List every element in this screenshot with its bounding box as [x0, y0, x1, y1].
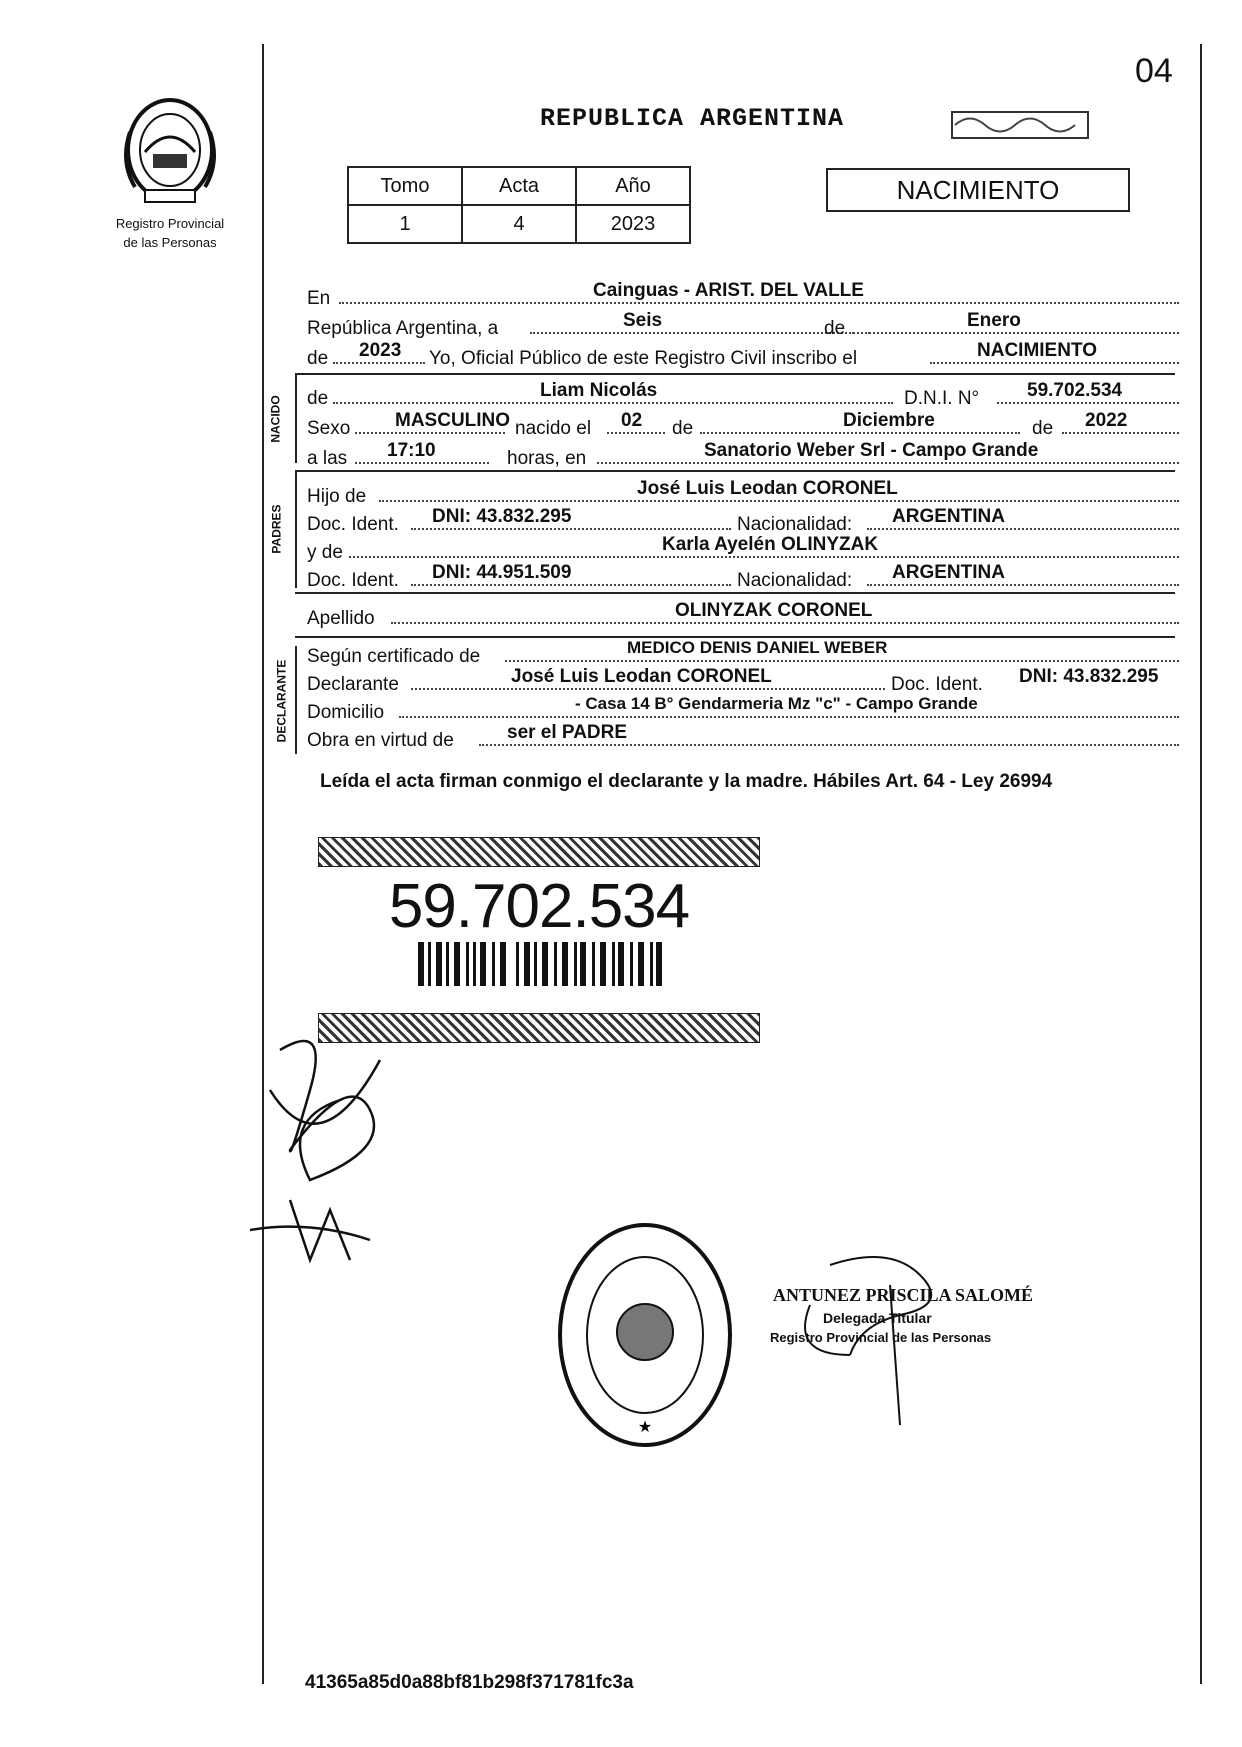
- dotted-line: [867, 528, 1179, 530]
- address-value: - Casa 14 B° Gendarmeria Mz "c" - Campo Grande: [575, 694, 978, 713]
- surname-value: OLINYZAK CORONEL: [675, 600, 873, 621]
- nat-label-2: Nacionalidad:: [737, 570, 853, 591]
- row-address: [307, 696, 1177, 726]
- official-name: ANTUNEZ PRISCILA SALOMÉ: [773, 1285, 1034, 1305]
- official-role: Delegada Titular: [823, 1310, 932, 1326]
- declarant-value: José Luis Leodan CORONEL: [511, 666, 772, 687]
- barcode-icon: [318, 942, 758, 988]
- hours-label: horas, en: [507, 448, 587, 469]
- de-label-3: de: [1032, 418, 1054, 439]
- dotted-line: [399, 716, 1179, 718]
- barcode-block: [318, 837, 760, 1043]
- surname-label: Apellido: [307, 608, 375, 629]
- birth-year-value: 2022: [1085, 410, 1128, 431]
- dotted-line: [411, 584, 731, 586]
- dni-label: D.N.I. N°: [904, 388, 980, 409]
- doc-label: Doc. Ident.: [307, 514, 399, 535]
- dotted-line: [411, 528, 731, 530]
- dotted-line: [379, 500, 1179, 502]
- ref-value-acta: 4: [462, 205, 576, 243]
- sex-label: Sexo: [307, 418, 351, 439]
- declarante-label: DECLARANTE: [274, 659, 289, 743]
- child-dni-value: 59.702.534: [1027, 380, 1123, 401]
- capacity-label: Obra en virtud de: [307, 730, 454, 751]
- dotted-line: [349, 556, 1179, 558]
- dotted-line: [852, 332, 1179, 334]
- mother-nat-value: ARGENTINA: [892, 562, 1005, 583]
- nacido-label: NACIDO: [268, 395, 283, 443]
- mother-label: y de: [307, 542, 343, 563]
- row-inscription: [307, 342, 1177, 372]
- ref-header-tomo: Tomo: [348, 167, 462, 205]
- page-number: 04: [1135, 52, 1173, 90]
- child-name-value: Liam Nicolás: [540, 380, 658, 401]
- father-label: Hijo de: [307, 486, 367, 507]
- mother-name-value: Karla Ayelén OLINYZAK: [662, 534, 879, 555]
- registry-logo: [100, 92, 240, 250]
- province-shield-icon: [115, 92, 225, 207]
- location-value: Cainguas - ARIST. DEL VALLE: [593, 280, 864, 301]
- ref-value-tomo: 1: [348, 205, 462, 243]
- dotted-line: [867, 584, 1179, 586]
- inscription-type: NACIMIENTO: [977, 340, 1097, 361]
- reference-table: [347, 166, 691, 244]
- doc-label-2: Doc. Ident.: [307, 570, 399, 591]
- declarante-bar: [295, 646, 297, 754]
- official-signature-icon: [770, 1245, 990, 1445]
- row-time-place: [307, 442, 1177, 472]
- dotted-line: [355, 432, 505, 434]
- dotted-line: [607, 432, 665, 434]
- logo-caption-1: Registro Provincial: [115, 216, 225, 231]
- svg-text:★: ★: [637, 1417, 653, 1436]
- father-name-value: José Luis Leodan CORONEL: [637, 478, 898, 499]
- month-value: Enero: [967, 310, 1021, 331]
- logo-caption-2: de las Personas: [123, 235, 217, 250]
- ref-header-acta: Acta: [462, 167, 576, 205]
- left-margin-rule: [262, 44, 264, 1684]
- document-title: REPUBLICA ARGENTINA: [540, 104, 845, 133]
- mother-doc-value: DNI: 44.951.509: [432, 562, 572, 583]
- birth-day-value: 02: [621, 410, 643, 431]
- dotted-line: [333, 362, 425, 364]
- dotted-line: [355, 462, 489, 464]
- cert-label: Según certificado de: [307, 646, 481, 667]
- de-label-2: de: [672, 418, 694, 439]
- father-nat-value: ARGENTINA: [892, 506, 1005, 527]
- ref-value-anio: 2023: [576, 205, 690, 243]
- declarant-doc-value: DNI: 43.832.295: [1019, 666, 1159, 687]
- row-surname: [307, 602, 1177, 632]
- dotted-line: [597, 462, 1179, 464]
- birth-place-value: Sanatorio Weber Srl - Campo Grande: [704, 440, 1039, 461]
- right-margin-rule: [1200, 44, 1202, 1684]
- row-mother-doc: [307, 564, 1177, 594]
- row-location: [307, 282, 1177, 312]
- official-org: Registro Provincial de las Personas: [770, 1330, 992, 1345]
- dotted-line: [411, 688, 885, 690]
- dotted-line: [505, 660, 1179, 662]
- de-label: de: [824, 318, 846, 339]
- year-prefix: de: [307, 348, 329, 369]
- nat-label: Nacionalidad:: [737, 514, 853, 535]
- dotted-line: [530, 332, 870, 334]
- record-type-box: NACIMIENTO: [826, 168, 1130, 212]
- dotted-line: [997, 402, 1179, 404]
- declarant-doc-label: Doc. Ident.: [891, 674, 983, 695]
- security-band-top: [318, 837, 760, 867]
- day-value: Seis: [623, 310, 663, 331]
- dotted-line: [391, 622, 1179, 624]
- dotted-line: [333, 402, 893, 404]
- time-label: a las: [307, 448, 348, 469]
- section-rule: [295, 592, 1175, 594]
- official-text: Yo, Oficial Público de este Registro Civil inscribo el: [429, 348, 858, 369]
- row-date: [307, 312, 1177, 342]
- birth-month-value: Diciembre: [843, 410, 935, 431]
- en-label: En: [307, 288, 331, 309]
- capacity-value: ser el PADRE: [507, 722, 628, 743]
- certificate-value: MEDICO DENIS DANIEL WEBER: [627, 638, 888, 657]
- padres-label: PADRES: [269, 504, 284, 554]
- section-rule: [295, 470, 1175, 472]
- document-hash: 41365a85d0a88bf81b298f371781fc3a: [305, 1672, 634, 1693]
- birth-time-value: 17:10: [387, 440, 436, 461]
- dotted-line: [930, 362, 1179, 364]
- row-child-name: [307, 382, 1177, 412]
- declarant-signature-icon: [250, 1030, 420, 1270]
- section-rule: [295, 373, 1175, 375]
- father-doc-value: DNI: 43.832.295: [432, 506, 572, 527]
- official-seal-icon: [555, 1220, 735, 1450]
- nacido-bar: [295, 373, 297, 463]
- dotted-line: [339, 302, 1179, 304]
- ref-header-anio: Año: [576, 167, 690, 205]
- row-sex-birth: [307, 412, 1177, 442]
- name-label: de: [307, 388, 329, 409]
- year-value: 2023: [359, 340, 402, 361]
- closing-statement: Leída el acta firman conmigo el declarante y la madre. Hábiles Art. 64 - Ley 26994: [320, 771, 1053, 792]
- sex-value: MASCULINO: [395, 410, 511, 431]
- born-label: nacido el: [515, 418, 592, 439]
- address-label: Domicilio: [307, 702, 385, 723]
- declarant-label: Declarante: [307, 674, 399, 695]
- row-capacity: [307, 724, 1177, 754]
- dotted-line: [479, 744, 1179, 746]
- republica-label: República Argentina, a: [307, 318, 499, 339]
- padres-bar: [295, 470, 297, 588]
- dotted-line: [700, 432, 1020, 434]
- stamp-top-icon: [950, 110, 1090, 140]
- barcode-number: 59.702.534: [388, 872, 690, 941]
- dotted-line: [1062, 432, 1179, 434]
